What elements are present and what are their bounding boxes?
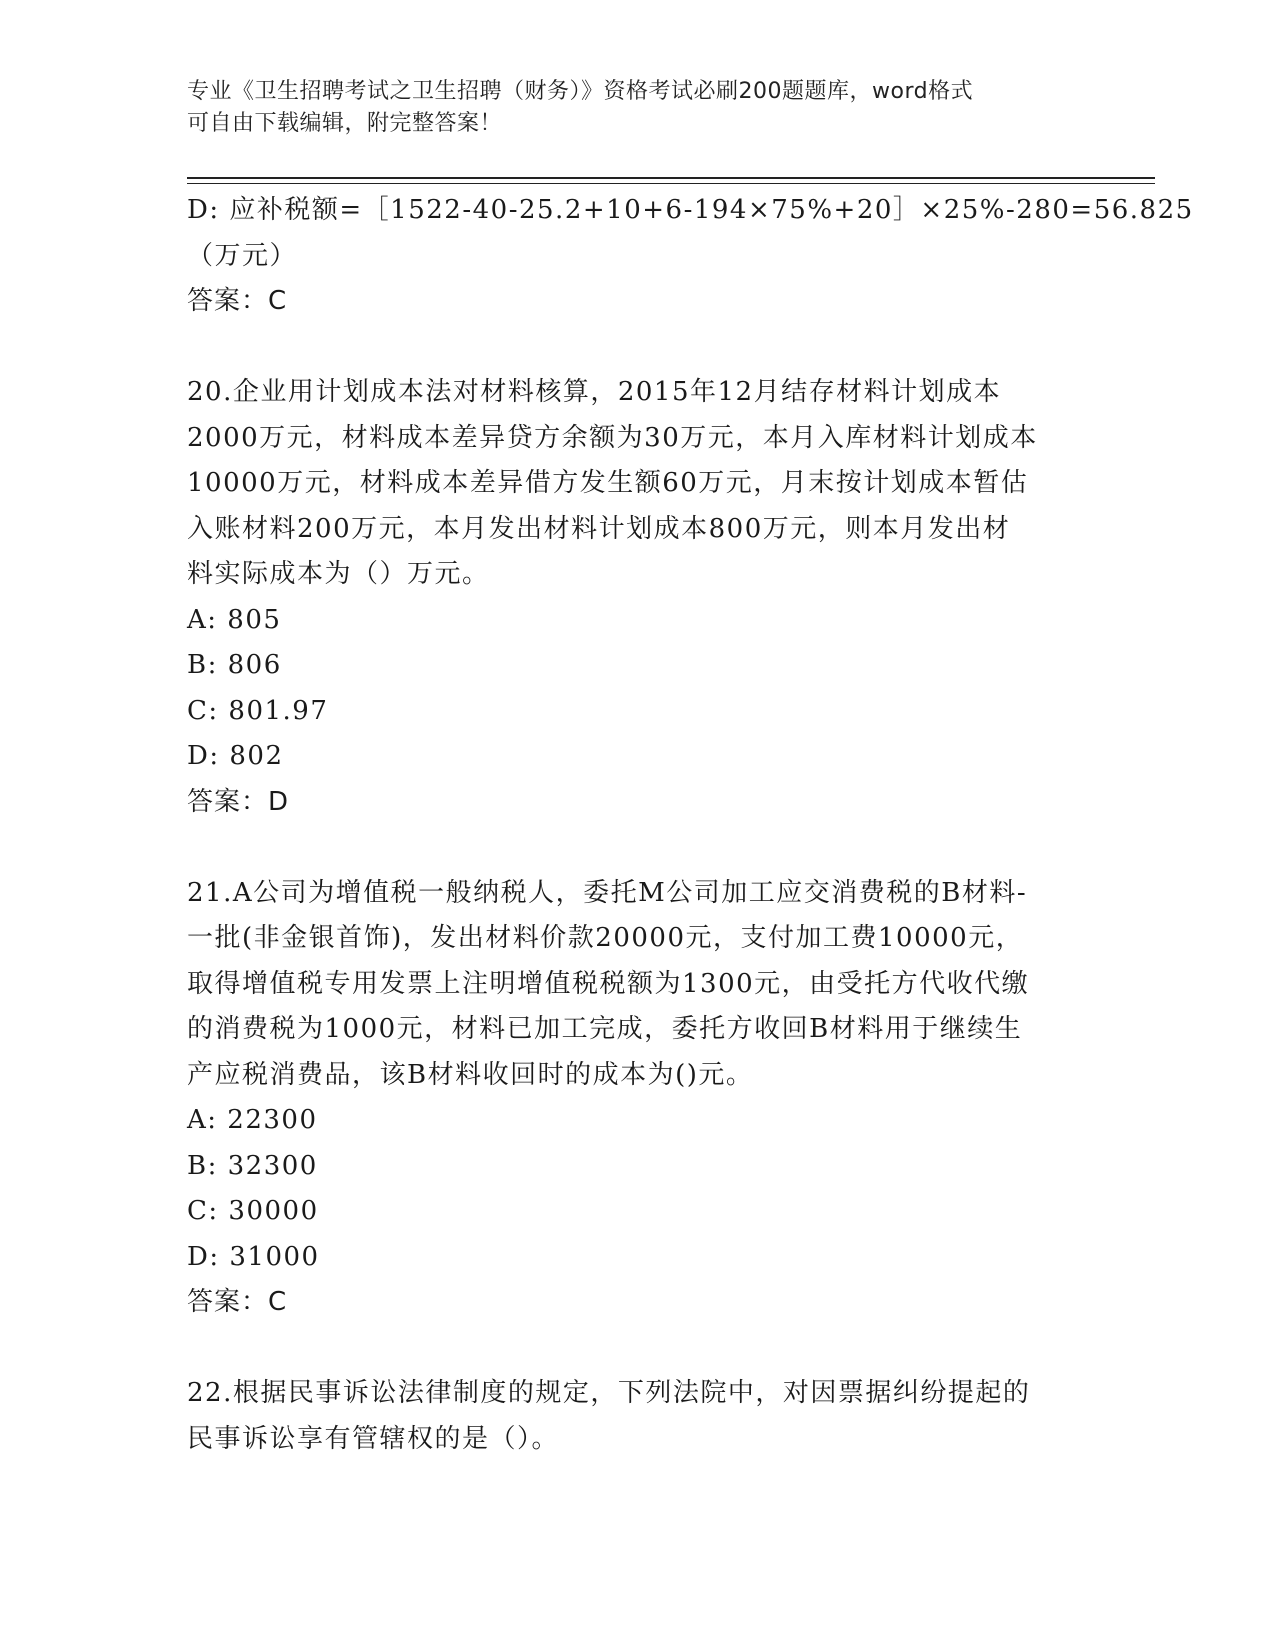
question-text-line: 的消费税为1000元，材料已加工完成，委托方收回B材料用于继续生 bbox=[187, 1014, 1023, 1044]
header-line-2: 可自由下载编辑，附完整答案！ bbox=[187, 111, 503, 136]
spacer bbox=[187, 325, 1087, 371]
option-a: A: 22300 bbox=[187, 1105, 318, 1135]
option-c: C: 30000 bbox=[187, 1196, 319, 1226]
option-a: A: 805 bbox=[187, 604, 282, 635]
question-text-line: 料实际成本为（）万元。 bbox=[187, 559, 490, 589]
question-text-line: 22.根据民事诉讼法律制度的规定，下列法院中，对因票据纠纷提起的 bbox=[187, 1378, 1031, 1408]
question-text-line: 取得增值税专用发票上注明增值税税额为1300元，由受托方代收代缴 bbox=[187, 968, 1030, 999]
page-header bbox=[187, 76, 1067, 140]
document-body bbox=[187, 188, 1194, 1462]
option-d: D: 应补税额=［1522-40-25.2+10+6-194×75%+20］×25%-280=56.825 bbox=[187, 195, 1194, 225]
option-d: D: 802 bbox=[187, 741, 284, 771]
header-line-1: 专业《卫生招聘考试之卫生招聘（财务）》资格考试必刷200题题库，word格式 bbox=[187, 79, 974, 104]
option-b: B: 32300 bbox=[187, 1150, 318, 1181]
question-text-line: 民事诉讼享有管辖权的是（）。 bbox=[187, 1423, 560, 1454]
question-21 bbox=[187, 871, 1087, 1326]
previous-question-tail bbox=[187, 188, 1194, 325]
header-divider-thick bbox=[187, 177, 1155, 179]
answer-line: 答案：C bbox=[187, 1287, 288, 1317]
option-c: C: 801.97 bbox=[187, 695, 329, 726]
question-text-line: 10000万元，材料成本差异借方发生额60万元，月末按计划成本暂估 bbox=[187, 468, 1029, 498]
option-d-continued: （万元） bbox=[187, 240, 298, 271]
question-text-line: 20.企业用计划成本法对材料核算，2015年12月结存材料计划成本 bbox=[187, 377, 1002, 407]
question-text-line: 入账材料200万元，本月发出材料计划成本800万元，则本月发出材 bbox=[187, 513, 1011, 544]
option-b: B: 806 bbox=[187, 650, 282, 680]
spacer bbox=[187, 1326, 1087, 1372]
question-text-line: 21.A公司为增值税一般纳税人，委托M公司加工应交消费税的B材料- bbox=[187, 877, 1028, 908]
answer-line: 答案：C bbox=[187, 286, 288, 316]
option-d: D: 31000 bbox=[187, 1241, 320, 1272]
question-text-line: 一批(非金银首饰)，发出材料价款20000元，支付加工费10000元， bbox=[187, 923, 1024, 953]
header-divider-thin bbox=[187, 183, 1155, 184]
question-text-line: 产应税消费品，该B材料收回时的成本为()元。 bbox=[187, 1059, 754, 1090]
question-text-line: 2000万元，材料成本差异贷方余额为30万元，本月入库材料计划成本 bbox=[187, 422, 1038, 453]
question-22 bbox=[187, 1371, 1087, 1462]
answer-line: 答案：D bbox=[187, 786, 290, 817]
question-20 bbox=[187, 370, 1087, 825]
spacer bbox=[187, 825, 1087, 871]
